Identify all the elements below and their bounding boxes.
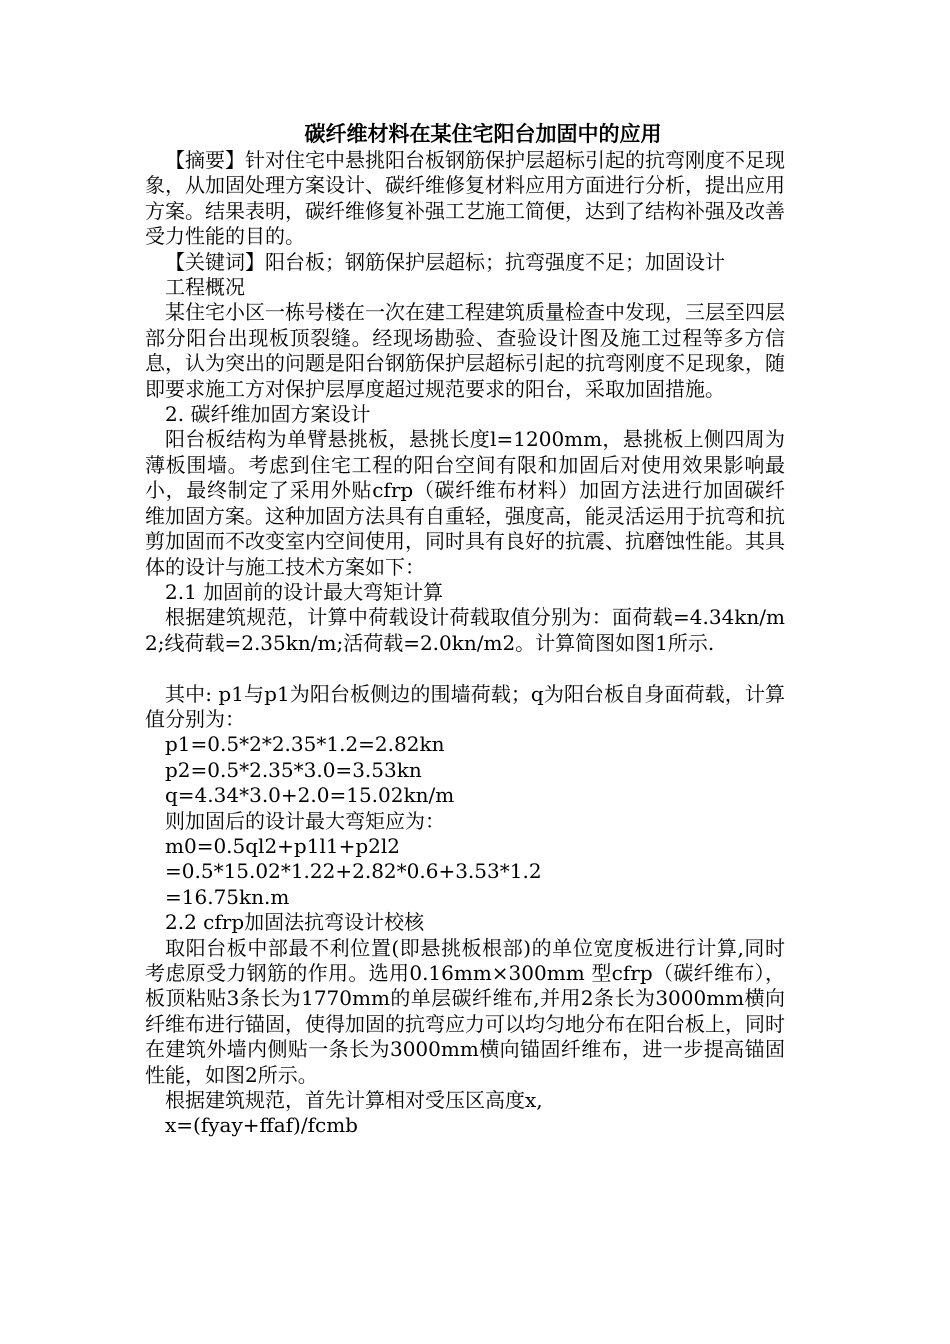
equation-m0-substitution: =0.5*15.02*1.22+2.82*0.6+3.53*1.2 — [165, 859, 542, 884]
keywords-paragraph: 【关键词】阳台板；钢筋保护层超标；抗弯强度不足；加固设计 — [165, 249, 725, 274]
design-paragraph: 阳台板结构为单臂悬挑板，悬挑长度l=1200mm，悬挑板上侧四周为薄板围墙。考虑到住宅工程的阳台空间有限和加固后对使用效果影响最小，最终制定了采用外贴cfrp（碳纤维布材料）加固方法进行加固碳纤维加固方案。这种加固方法具有自重轻，强度高，能灵活运用于抗弯和抗剪加固而不改变室内空间使用，同时具有良好的抗震、抗磨蚀性能。其具体的设计与施工技术方案如下： — [145, 427, 785, 579]
overview-paragraph: 某住宅小区一栋号楼在一次在建工程建筑质量检查中发现，三层至四层部分阳台出现板顶裂缝。经现场勘验、查验设计图及施工过程等多方信息，认为突出的问题是阳台钢筋保护层超标引起的抗弯刚度不足现象，随即要求施工方对保护层厚度超过规范要求的阳台，采取加固措施。 — [145, 300, 785, 401]
equation-m0-result: =16.75kn.m — [165, 884, 290, 909]
abstract-paragraph: 【摘要】针对住宅中悬挑阳台板钢筋保护层超标引起的抗弯刚度不足现象，从加固处理方案设计、碳纤维修复材料应用方面进行分析，提出应用方案。结果表明，碳纤维修复补强工艺施工简便，达到了结构补强及改善受力性能的目的。 — [145, 148, 785, 249]
equation-x: x=(fyay+ffaf)/fcmb — [165, 1113, 358, 1138]
load-paragraph: 根据建筑规范，计算中荷载设计荷载取值分别为：面荷载=4.34kn/m2;线荷载=2.35kn/m;活荷载=2.0kn/m2。计算简图如图1所示. — [145, 605, 785, 655]
moment-intro: 则加固后的设计最大弯矩应为： — [165, 808, 445, 833]
section-heading-design: 2. 碳纤维加固方案设计 — [165, 402, 371, 427]
document-page — [145, 120, 785, 1139]
cfrp-paragraph: 取阳台板中部最不利位置(即悬挑板根部)的单位宽度板进行计算,同时考虑原受力钢筋的作用。选用0.16mm×300mm 型cfrp（碳纤维布），板顶粘贴3条长为1770mm的单层碳纤维布,并用2条长为3000mm横向纤维布进行锚固，使得加固的抗弯应力可以均匀地分布在阳台板上，同时在建筑外墙内侧贴一条长为3000mm横向锚固纤维布，进一步提高锚固性能，如图2所示。 — [145, 935, 785, 1087]
equation-p2: p2=0.5*2.35*3.0=3.53kn — [165, 757, 422, 782]
document-title: 碳纤维材料在某住宅阳台加固中的应用 — [304, 122, 662, 146]
section-heading-overview: 工程概况 — [165, 275, 245, 300]
section-heading-moment: 2.1 加固前的设计最大弯矩计算 — [165, 579, 444, 604]
equation-p1: p1=0.5*2*2.35*1.2=2.82kn — [165, 732, 445, 757]
loads-intro-paragraph: 其中: p1与p1为阳台板侧边的围墙荷载；q为阳台板自身面荷载，计算值分别为： — [145, 681, 785, 731]
figure-placeholder — [145, 656, 785, 681]
equation-q: q=4.34*3.0+2.0=15.02kn/m — [165, 783, 455, 808]
equation-m0: m0=0.5ql2+p1l1+p2l2 — [165, 833, 400, 858]
compression-intro: 根据建筑规范，首先计算相对受压区高度x, — [165, 1088, 543, 1113]
section-heading-cfrp-check: 2.2 cfrp加固法抗弯设计校核 — [165, 910, 425, 935]
